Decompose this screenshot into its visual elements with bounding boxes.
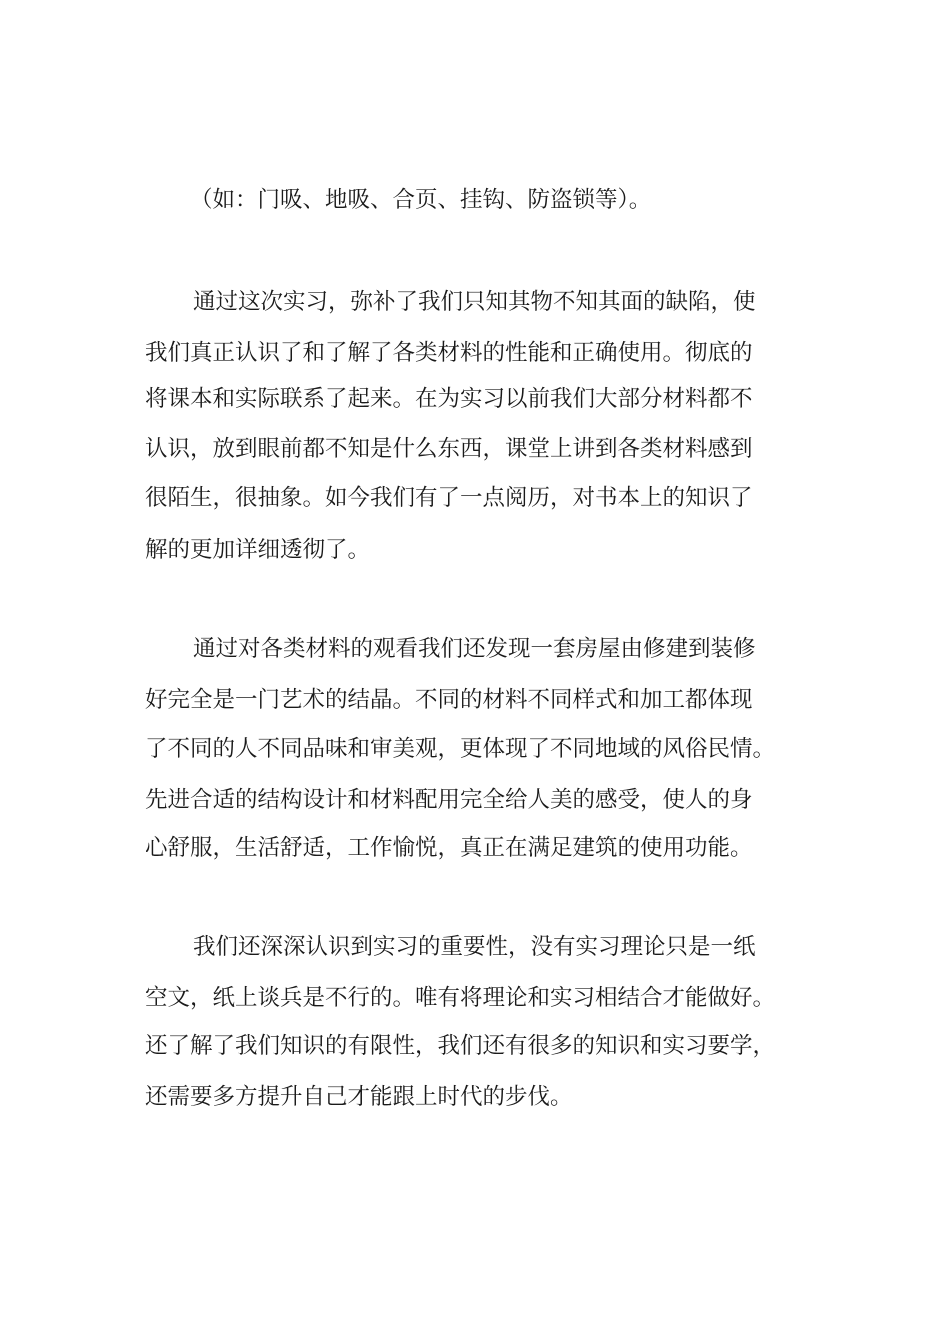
paragraph-line: 了不同的人不同品味和审美观，更体现了不同地域的风俗民情。 bbox=[145, 736, 776, 762]
paragraph-line: 还需要多方提升自己才能跟上时代的步伐。 bbox=[145, 1084, 573, 1110]
paragraph-line: 我们还深深认识到实习的重要性，没有实习理论只是一纸 bbox=[193, 934, 756, 960]
paragraph-line: 认识，放到眼前都不知是什么东西，课堂上讲到各类材料感到 bbox=[145, 436, 753, 462]
paragraph-line: 通过对各类材料的观看我们还发现一套房屋由修建到装修 bbox=[193, 636, 756, 662]
paragraph-line: 先进合适的结构设计和材料配用完全给人美的感受，使人的身 bbox=[145, 787, 753, 813]
paragraph-line: 将课本和实际联系了起来。在为实习以前我们大部分材料都不 bbox=[145, 386, 753, 412]
paragraph-line: 我们真正认识了和了解了各类材料的性能和正确使用。彻底的 bbox=[145, 340, 753, 366]
paragraph-line: 还了解了我们知识的有限性，我们还有很多的知识和实习要学， bbox=[145, 1033, 776, 1059]
paragraph-line: 好完全是一门艺术的结晶。不同的材料不同样式和加工都体现 bbox=[145, 687, 753, 713]
paragraph-line: 空文，纸上谈兵是不行的。唯有将理论和实习相结合才能做好。 bbox=[145, 985, 776, 1011]
paragraph-line: 解的更加详细透彻了。 bbox=[145, 537, 371, 563]
intro-line: （如：门吸、地吸、合页、挂钩、防盗锁等）。 bbox=[190, 187, 652, 213]
paragraph-line: 通过这次实习，弥补了我们只知其物不知其面的缺陷，使 bbox=[193, 289, 756, 315]
paragraph-line: 很陌生，很抽象。如今我们有了一点阅历，对书本上的知识了 bbox=[145, 485, 753, 511]
paragraph-line: 心舒服，生活舒适，工作愉悦，真正在满足建筑的使用功能。 bbox=[145, 835, 753, 861]
